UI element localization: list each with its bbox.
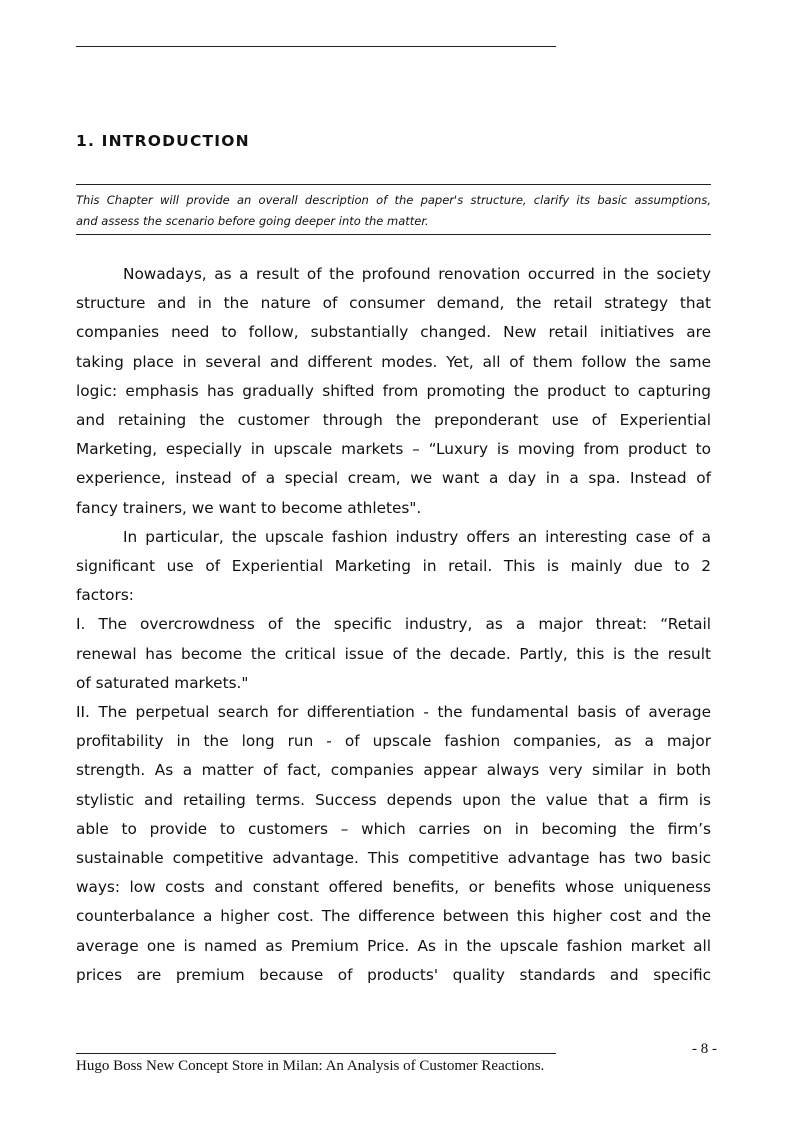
body-text (76, 260, 711, 990)
abstract-line: This Chapter will provide an overall description of the paper's structure, clarify its basic assumptions, (76, 193, 711, 207)
paragraph-line: factors: (76, 586, 134, 605)
paragraph-line: renewal has become the critical issue of the decade. Partly, this is the result (76, 644, 711, 663)
paragraph-line: average one is named as Premium Price. As in the upscale fashion market all (76, 936, 711, 955)
paragraph-line: counterbalance a higher cost. The difference between this higher cost and the (76, 907, 711, 926)
header-rule (76, 46, 556, 47)
paragraph-line: fancy trainers, we want to become athletes". (76, 498, 422, 517)
paragraph-line: able to provide to customers – which carries on in becoming the firm’s (76, 819, 711, 838)
paragraph-line: Nowadays, as a result of the profound renovation occurred in the society (123, 265, 711, 283)
paragraph-line: significant use of Experiential Marketing in retail. This is mainly due to 2 (76, 557, 711, 576)
abstract-line: and assess the scenario before going deeper into the matter. (76, 214, 429, 228)
paragraph-line: sustainable competitive advantage. This competitive advantage has two basic (76, 849, 711, 868)
paragraph-line: Marketing, especially in upscale markets – “Luxury is moving from product to (76, 440, 711, 459)
footer-title: Hugo Boss New Concept Store in Milan: An Analysis of Customer Reactions. (76, 1058, 545, 1074)
paragraph-line: experience, instead of a special cream, we want a day in a spa. Instead of (76, 469, 711, 488)
paragraph-line: strength. As a matter of fact, companies appear always very similar in both (76, 761, 711, 780)
paragraph-line: ways: low costs and constant offered benefits, or benefits whose uniqueness (76, 878, 711, 897)
chapter-abstract (76, 184, 711, 235)
page-number: - 8 - (692, 1041, 717, 1057)
paragraph-line: companies need to follow, substantially changed. New retail initiatives are (76, 323, 711, 342)
footer-rule (76, 1053, 556, 1054)
paragraph-line: stylistic and retailing terms. Success depends upon the value that a firm is (76, 790, 711, 809)
paragraph-line: taking place in several and different modes. Yet, all of them follow the same (76, 352, 711, 371)
paragraph-line: logic: emphasis has gradually shifted from promoting the product to capturing (76, 381, 711, 400)
chapter-heading: 1. INTRODUCTION (76, 132, 250, 150)
paragraph-line: and retaining the customer through the preponderant use of Experiential (76, 411, 711, 430)
paragraph-line: of saturated markets." (76, 673, 249, 692)
paragraph-line: I. The overcrowdness of the specific industry, as a major threat: “Retail (76, 615, 711, 634)
paragraph-line: prices are premium because of products' quality standards and specific (76, 965, 711, 984)
paragraph-line: structure and in the nature of consumer demand, the retail strategy that (76, 294, 711, 313)
paragraph-line: profitability in the long run - of upscale fashion companies, as a major (76, 732, 711, 751)
paragraph-line: In particular, the upscale fashion industry offers an interesting case of a (123, 527, 711, 546)
paragraph-line: II. The perpetual search for differentiation - the fundamental basis of average (76, 703, 711, 722)
